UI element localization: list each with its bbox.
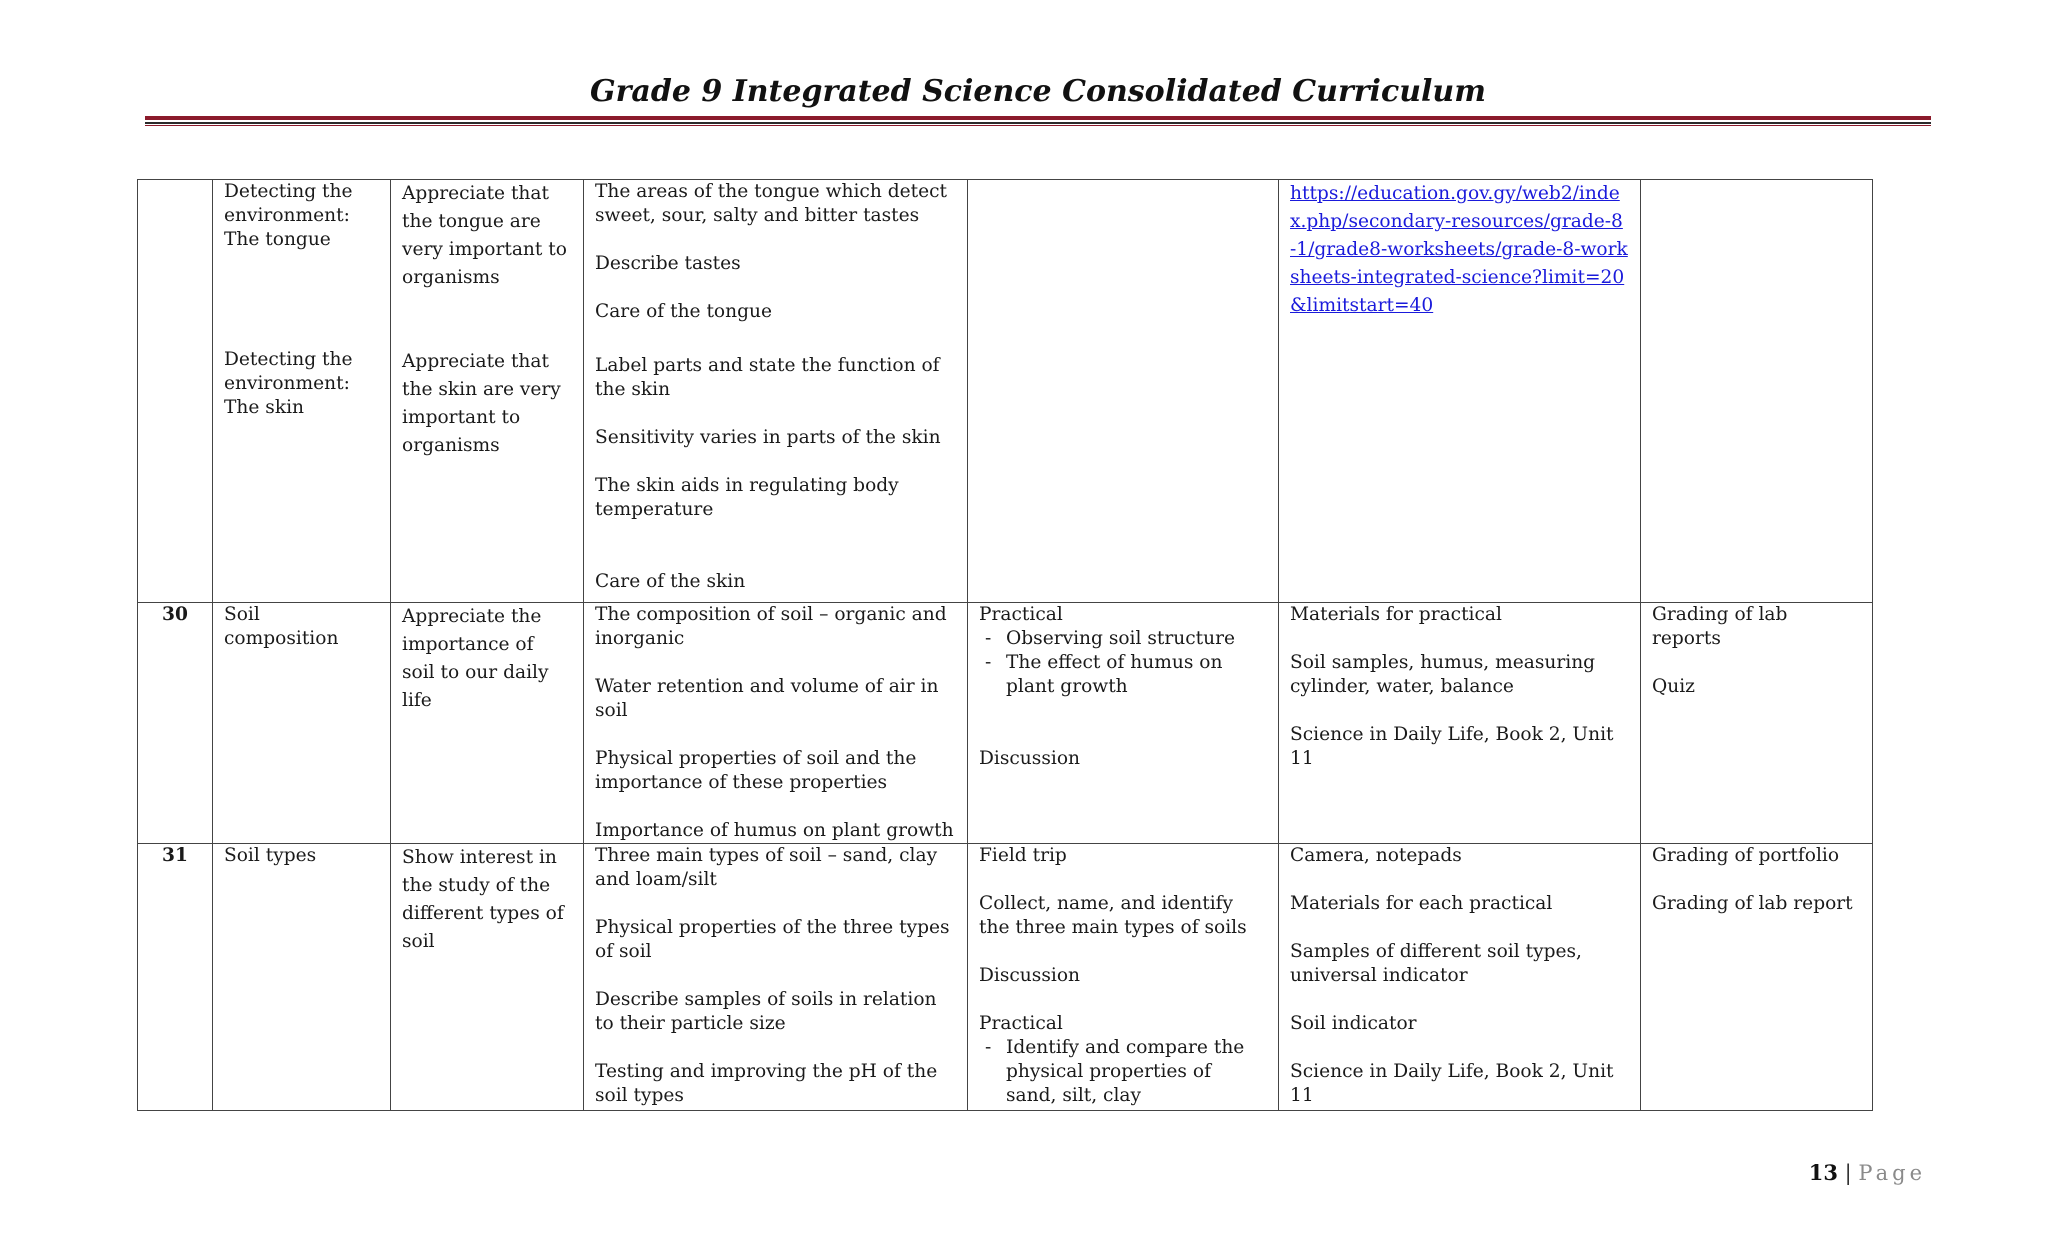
week-cell: 30 [138,603,213,844]
activity-bullet: - Identify and compare the physical properties of sand, silt, clay [985,1036,1267,1108]
resource-text: Science in Daily Life, Book 2, Unit 11 [1290,724,1614,769]
topic-cell [213,844,391,1111]
page-footer [1809,1160,1926,1185]
resource-link[interactable]: https://education.gov.gy/web2/index.php/secondary-resources/grade-8-1/grade8-worksheets/grade-8-worksheets-integrated-science?limit=20&limitstart=40 [1290,183,1628,316]
content-text: Describe samples of soils in relation to their particle size [595,989,937,1034]
assessment-cell [1641,180,1873,603]
topic-text: Detecting the environment: The skin [224,349,353,418]
activity-list [979,627,1267,699]
table-row [138,844,1873,1111]
attitude-cell [391,603,584,844]
activity-text: Discussion [979,748,1080,769]
content-cell [584,603,968,844]
content-text: Physical properties of soil and the importance of these properties [595,748,917,793]
table-row [138,180,1873,603]
content-cell [584,844,968,1111]
table-row [138,603,1873,844]
content-text: Physical properties of the three types of soil [595,917,950,962]
resource-text: Camera, notepads [1290,845,1462,866]
assessment-text: Grading of lab reports [1652,604,1788,649]
activity-heading: Practical [979,1013,1063,1034]
header-rule-thin-lower [145,125,1931,126]
content-text: The skin aids in regulating body temperature [595,475,899,520]
attitude-cell [391,844,584,1111]
content-text: Label parts and state the function of the skin [595,355,940,400]
week-cell [138,180,213,603]
attitude-cell [391,180,584,603]
document-header-title: Grade 9 Integrated Science Consolidated Curriculum [590,74,1486,109]
resource-text: Soil samples, humus, measuring cylinder, water, balance [1290,652,1596,697]
content-text: The areas of the tongue which detect sweet, sour, salty and bitter tastes [595,181,947,226]
content-text: Care of the tongue [595,301,772,322]
assessment-text: Quiz [1652,676,1695,697]
content-text: Describe tastes [595,253,741,274]
activities-cell [968,603,1279,844]
assessment-cell [1641,603,1873,844]
content-text: Water retention and volume of air in soil [595,676,939,721]
activities-cell [968,844,1279,1111]
attitude-text: Appreciate that the tongue are very important to organisms [402,183,567,288]
content-text: Three main types of soil – sand, clay and loam/silt [595,845,938,890]
topic-cell [213,603,391,844]
activity-text: Collect, name, and identify the three main types of soils [979,893,1247,938]
week-cell: 31 [138,844,213,1111]
resource-text: Materials for each practical [1290,893,1553,914]
page-number: 13 [1808,1160,1838,1185]
topic-cell [213,180,391,603]
resources-cell [1279,180,1641,603]
content-text: The composition of soil – organic and inorganic [595,604,947,649]
topic-text: Detecting the environment: The tongue [224,181,353,250]
resource-text: Science in Daily Life, Book 2, Unit 11 [1290,1061,1614,1106]
activity-text: Discussion [979,965,1080,986]
assessment-text: Grading of portfolio [1652,845,1840,866]
resource-text: Samples of different soil types, universal indicator [1290,941,1582,986]
activity-bullet: - Observing soil structure [985,627,1267,651]
activities-cell [968,180,1279,603]
header-rule [145,116,1931,120]
attitude-text: Appreciate that the skin are very important to organisms [402,351,561,456]
resource-text: Soil indicator [1290,1013,1417,1034]
content-text: Importance of humus on plant growth [595,820,954,841]
activity-bullet: - The effect of humus on plant growth [985,651,1267,699]
activity-text: Field trip [979,845,1067,866]
assessment-text: Grading of lab report [1652,893,1853,914]
topic-text: Soil composition [224,604,339,649]
activity-list [979,1036,1267,1108]
topic-text: Soil types [224,845,317,866]
footer-separator: | [1844,1161,1852,1185]
header-rule-thin [145,122,1931,124]
activity-heading: Practical [979,604,1063,625]
content-text: Sensitivity varies in parts of the skin [595,427,941,448]
resources-cell [1279,603,1641,844]
attitude-text: Show interest in the study of the different types of soil [402,847,564,952]
assessment-cell [1641,844,1873,1111]
content-text: Testing and improving the pH of the soil types [595,1061,938,1106]
content-text: Care of the skin [595,571,746,592]
curriculum-table [137,179,1873,1111]
page-label: Page [1858,1161,1926,1185]
resources-cell [1279,844,1641,1111]
content-cell [584,180,968,603]
resource-text: Materials for practical [1290,604,1502,625]
attitude-text: Appreciate the importance of soil to our daily life [402,606,549,711]
